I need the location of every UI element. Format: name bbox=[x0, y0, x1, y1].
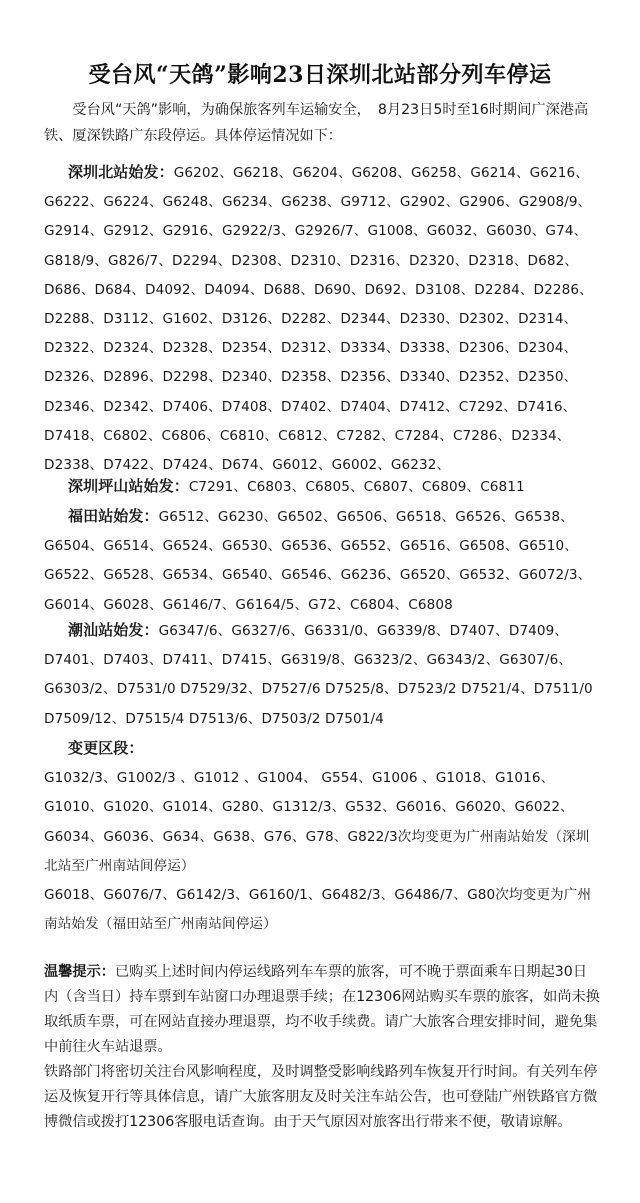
section-shenzhenbei bbox=[44, 158, 600, 480]
section-heading-futian: 福田站始发： bbox=[68, 507, 159, 525]
intro-paragraph: 受台风“天鸽”影响，为确保旅客列车运输安全， 8月23日5时至16时期间广深港高铁、厦深铁路广东段停运。具体停运情况如下： bbox=[44, 102, 589, 144]
train-list-pingshan: C7291、C6803、C6805、C6807、C6809、C6811 bbox=[188, 479, 525, 495]
section-heading-chaoshan: 潮汕站始发： bbox=[68, 621, 159, 639]
section-pingshan bbox=[44, 472, 600, 502]
tips-paragraph-1: 已购买上述时间内停运线路列车车票的旅客，可不晚于票面乘车日期起30日内（含当日）持车票到车站窗口办理退票手续；在12306网站购买车票的旅客，如尚未换取纸质车票，可在网站直接办理退票，均不收手续费。请广大旅客合理安排时间，避免集中前往火车站退票。 bbox=[44, 964, 600, 1055]
tips-label: 温馨提示： bbox=[44, 964, 115, 980]
train-list-shenzhenbei: G6202、G6218、G6204、G6208、G6258、G6214、G6216、G6222、G6224、G6248、G6234、G6238、G9712、G2902、G2906、G2908/9、G2914、G2912、G2916、G2922/3、G2926/7、G1008、G6032、G6030、G74、G818/9、G826/7、D2294、D2308、D2310、D2316、D2320、D2318、D682、D686、D684、D4092、D4094、D688、D690、D692、D3108、D2284、D2286、D2288、D3112、G1602、D3126、D2282、D2344、D2330、D2302、D2314、D2322、D2324、D2328、D2354、D2312、D3334、D3338、D2306、D2304、D2326、D2896、D2298、D2340、D2358、D2356、D3340、D2352、D2350、D2346、D2342、D7406、D7408、D7402、D7404、D7412、C7292、D7416、D7418、C6802、C6806、C6810、C6812、C7282、C7284、C7286、D2334、D2338、D7422、D7424、D674、G6012、G6002、G6232、 bbox=[44, 165, 593, 474]
train-list-chaoshan: G6347/6、G6327/6、G6331/0、G6339/8、D7407、D7409、D7401、D7403、D7411、D7415、G6319/8、G6323/2、G6343/2、G6307/6、G6303/2、D7531/0 D7529/32、D7527/6 D7525/8、D7523/2 D7521/4、D7511/0 D7509/12、D7515/4 D7513/6、D7503/2 D7501/4 bbox=[44, 623, 593, 727]
section-chaoshan bbox=[44, 616, 600, 734]
change-list-2: G6018、G6076/7、G6142/3、G6160/1、G6482/3、G6486/7、G80次均变更为广州南站始发（福田站至广州南站间停运） bbox=[44, 887, 592, 933]
section-change bbox=[44, 734, 600, 939]
section-heading-pingshan: 深圳坪山站始发： bbox=[68, 477, 189, 495]
tips-paragraph-2: 铁路部门将密切关注台风影响程度，及时调整受影响线路列车恢复开行时间。有关列车停运及恢复开行等具体信息，请广大旅客朋友及时关注车站公告，也可登陆广州铁路官方微博微信或拨打12306客服电话查询。由于天气原因对旅客出行带来不便，敬请谅解。 bbox=[44, 1064, 598, 1130]
train-list-futian: G6512、G6230、G6502、G6506、G6518、G6526、G6538、G6504、G6514、G6524、G6530、G6536、G6552、G6516、G6508、G6510、G6522、G6528、G6534、G6540、G6546、G6236、G6520、G6532、G6072/3、G6014、G6028、G6146/7、G6164/5、G72、C6804、C6808 bbox=[44, 509, 592, 613]
change-list-1: G1032/3、G1002/3 、G1012 、G1004、 G554、G1006 、G1018、G1016、G1010、G1020、G1014、G280、G1312/3、G532、G6016、G6020、G6022、G6034、G6036、G634、G638、G76、G78、G822/3次均变更为广州南站始发（深圳北站至广州南站间停运） bbox=[44, 770, 590, 874]
section-heading-change: 变更区段： bbox=[68, 739, 144, 757]
section-futian bbox=[44, 502, 600, 620]
article-title: 受台风“天鸽”影响23日深圳北站部分列车停运 bbox=[88, 62, 552, 88]
section-heading-shenzhenbei: 深圳北站始发： bbox=[68, 163, 174, 181]
tips-block bbox=[44, 960, 600, 1135]
